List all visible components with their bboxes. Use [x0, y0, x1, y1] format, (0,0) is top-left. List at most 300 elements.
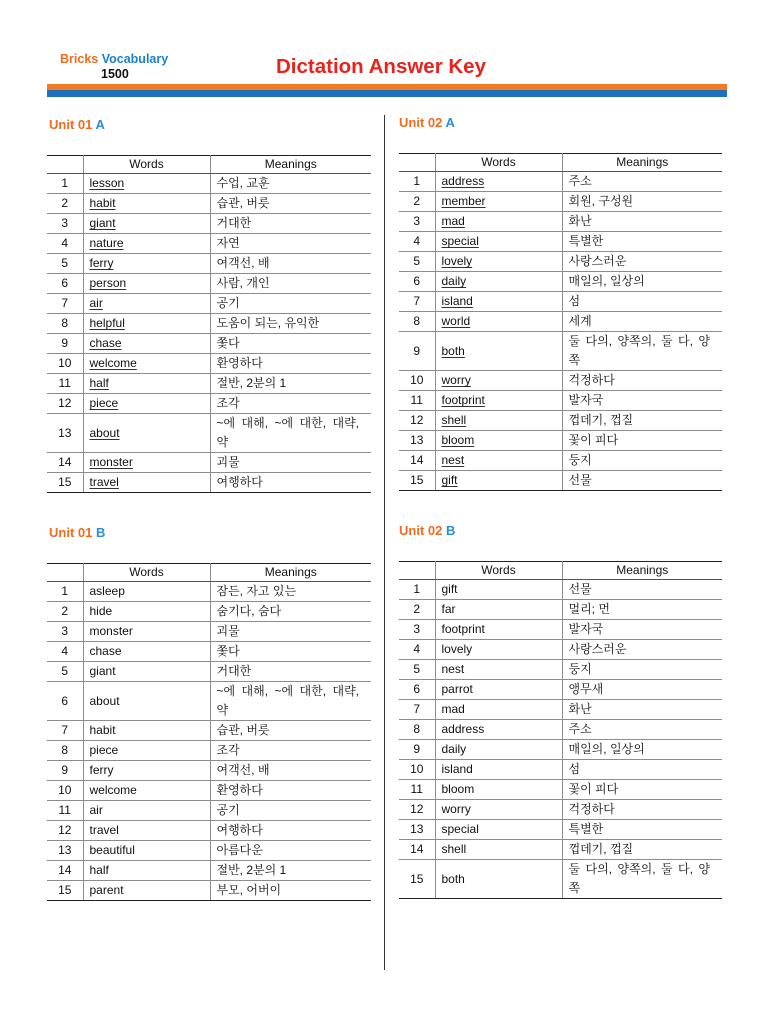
number-cell — [399, 451, 435, 471]
row-number: 9 — [413, 742, 421, 756]
table-row — [399, 720, 722, 740]
row-number: 6 — [413, 274, 421, 288]
row-number: 3 — [61, 216, 69, 230]
row-word: giant — [89, 664, 116, 678]
row-meaning: 환영하다 — [216, 356, 263, 370]
row-number: 6 — [61, 693, 69, 708]
words-header: Words — [83, 156, 210, 174]
row-number: 10 — [410, 373, 424, 387]
meaning-cell — [210, 881, 371, 901]
meaning-cell — [562, 371, 722, 391]
word-cell — [435, 431, 562, 451]
row-number: 2 — [413, 602, 421, 616]
word-cell — [83, 453, 210, 473]
table-row — [47, 314, 371, 334]
row-number: 11 — [58, 376, 71, 390]
row-meaning: 껍데기, 껍질 — [568, 842, 634, 856]
word-cell — [83, 761, 210, 781]
number-cell — [47, 642, 83, 662]
meanings-header: Meanings — [562, 562, 722, 580]
row-number: 5 — [413, 254, 421, 268]
row-number: 15 — [58, 475, 72, 489]
number-cell — [399, 580, 435, 600]
row-number: 10 — [58, 356, 72, 370]
word-cell — [83, 861, 210, 881]
meaning-cell — [210, 473, 371, 493]
row-meaning: 사랑스러운 — [568, 642, 627, 656]
number-header — [47, 564, 83, 582]
row-word: footprint — [441, 622, 485, 636]
row-word: nest — [441, 453, 465, 467]
meaning-cell — [562, 431, 722, 451]
row-number: 9 — [413, 343, 421, 358]
row-word: habit — [89, 196, 116, 210]
number-cell — [399, 780, 435, 800]
meaning-cell — [210, 761, 371, 781]
row-word: ferry — [89, 256, 114, 270]
row-meaning: 특별한 — [568, 822, 604, 836]
number-cell — [47, 254, 83, 274]
unit-heading — [49, 117, 105, 133]
row-word: parent — [89, 883, 124, 897]
meaning-cell — [210, 174, 371, 194]
meaning-cell — [210, 394, 371, 414]
row-meaning: 수업, 교훈 — [216, 176, 270, 190]
row-number: 9 — [61, 336, 69, 350]
row-word: shell — [441, 413, 467, 427]
row-number: 15 — [410, 871, 424, 886]
number-cell — [47, 194, 83, 214]
row-meaning: 주소 — [568, 174, 592, 188]
row-word: welcome — [89, 356, 137, 370]
table-row — [47, 662, 371, 682]
unit-part: B — [95, 525, 106, 540]
row-number: 11 — [58, 803, 71, 817]
table-row — [399, 640, 722, 660]
meaning-cell — [210, 334, 371, 354]
row-word: air — [89, 296, 103, 310]
table-row — [399, 700, 722, 720]
row-meaning: 선물 — [568, 473, 592, 487]
table-row — [399, 391, 722, 411]
row-meaning: 둘 다의, 양쪽의, 둘 다, 양쪽 — [568, 334, 710, 367]
word-cell — [435, 660, 562, 680]
word-cell — [83, 821, 210, 841]
table-row — [399, 431, 722, 451]
row-meaning: 여객선, 배 — [216, 256, 270, 270]
row-number: 12 — [410, 802, 424, 816]
row-word: air — [89, 803, 103, 817]
table-row — [47, 374, 371, 394]
vocab-table — [399, 153, 722, 491]
unit-label: Unit 01 — [49, 525, 93, 540]
number-cell — [47, 761, 83, 781]
row-number: 14 — [58, 455, 72, 469]
row-word: lovely — [441, 254, 473, 268]
vocab-table — [47, 563, 371, 901]
word-cell — [435, 471, 562, 491]
row-number: 4 — [61, 236, 69, 250]
table-row — [399, 471, 722, 491]
unit-part: A — [95, 117, 105, 132]
word-cell — [435, 212, 562, 232]
table-row — [47, 274, 371, 294]
row-number: 14 — [410, 453, 424, 467]
number-header — [47, 156, 83, 174]
row-word: half — [89, 376, 109, 390]
vocab-table — [399, 561, 722, 899]
row-meaning: 걱정하다 — [568, 802, 615, 816]
row-meaning: 둥지 — [568, 662, 592, 676]
meaning-cell — [210, 294, 371, 314]
row-number: 13 — [410, 822, 424, 836]
table-row — [399, 292, 722, 312]
word-cell — [83, 354, 210, 374]
row-word: special — [441, 822, 479, 836]
table-row — [399, 371, 722, 391]
row-number: 13 — [58, 843, 72, 857]
meaning-cell — [562, 391, 722, 411]
number-header — [399, 562, 435, 580]
row-meaning: 쫓다 — [216, 644, 240, 658]
row-word: beautiful — [89, 843, 135, 857]
number-cell — [47, 821, 83, 841]
meaning-cell — [562, 312, 722, 332]
word-cell — [83, 473, 210, 493]
number-cell — [47, 662, 83, 682]
word-cell — [435, 411, 562, 431]
row-meaning: 섬 — [568, 294, 581, 308]
row-word: habit — [89, 723, 116, 737]
row-number: 3 — [413, 622, 421, 636]
row-number: 10 — [410, 762, 424, 776]
number-cell — [47, 214, 83, 234]
table-row — [47, 622, 371, 642]
row-meaning: 아름다운 — [216, 843, 263, 857]
row-number: 7 — [61, 296, 69, 310]
row-number: 1 — [413, 174, 421, 188]
row-word: helpful — [89, 316, 125, 330]
table-row — [47, 194, 371, 214]
unit-part: B — [445, 523, 456, 538]
number-cell — [47, 582, 83, 602]
word-cell — [83, 741, 210, 761]
table-row — [47, 881, 371, 901]
row-word: monster — [89, 455, 133, 469]
row-meaning: 자연 — [216, 236, 240, 250]
word-cell — [83, 682, 210, 721]
number-cell — [399, 471, 435, 491]
meaning-cell — [210, 374, 371, 394]
row-word: half — [89, 863, 109, 877]
word-cell — [435, 820, 562, 840]
row-word: bloom — [441, 433, 475, 447]
table-row — [399, 740, 722, 760]
word-cell — [83, 194, 210, 214]
word-cell — [83, 394, 210, 414]
table-row — [399, 600, 722, 620]
meaning-cell — [210, 602, 371, 622]
brand-level-number: 1500 — [101, 67, 129, 81]
word-cell — [435, 860, 562, 899]
row-word: about — [89, 693, 120, 708]
meaning-cell — [562, 212, 722, 232]
meaning-cell — [562, 800, 722, 820]
meaning-cell — [210, 841, 371, 861]
words-header: Words — [435, 562, 562, 580]
table-row — [399, 840, 722, 860]
row-word: monster — [89, 624, 133, 638]
row-number: 3 — [413, 214, 421, 228]
meaning-cell — [210, 642, 371, 662]
number-cell — [399, 620, 435, 640]
word-cell — [83, 414, 210, 453]
number-cell — [399, 660, 435, 680]
meaning-cell — [210, 861, 371, 881]
number-cell — [47, 602, 83, 622]
row-word: travel — [89, 823, 119, 837]
word-cell — [435, 720, 562, 740]
word-cell — [83, 881, 210, 901]
number-cell — [399, 860, 435, 899]
table-row — [399, 800, 722, 820]
row-word: nature — [89, 236, 124, 250]
page-title: Dictation Answer Key — [276, 55, 486, 78]
number-cell — [47, 453, 83, 473]
meaning-cell — [210, 622, 371, 642]
words-header: Words — [83, 564, 210, 582]
number-cell — [47, 334, 83, 354]
number-cell — [47, 861, 83, 881]
row-number: 1 — [413, 582, 421, 596]
meaning-cell — [210, 274, 371, 294]
word-cell — [435, 192, 562, 212]
table-row — [399, 332, 722, 371]
table-row — [47, 582, 371, 602]
table-row — [47, 642, 371, 662]
meaning-cell — [562, 820, 722, 840]
row-number: 7 — [413, 702, 421, 716]
word-cell — [435, 451, 562, 471]
row-meaning: ~에 대해, ~에 대한, 대략, 약 — [216, 684, 359, 717]
row-number: 12 — [410, 413, 424, 427]
row-word: address — [441, 174, 485, 188]
row-number: 1 — [61, 176, 69, 190]
number-cell — [399, 700, 435, 720]
number-cell — [47, 801, 83, 821]
row-meaning: 앵무새 — [568, 682, 604, 696]
row-meaning: 둘 다의, 양쪽의, 둘 다, 양쪽 — [568, 862, 710, 895]
number-header — [399, 154, 435, 172]
meanings-header: Meanings — [210, 564, 371, 582]
row-word: hide — [89, 604, 113, 618]
row-number: 5 — [61, 256, 69, 270]
meaning-cell — [210, 234, 371, 254]
row-meaning: 공기 — [216, 296, 240, 310]
table-header-row — [47, 564, 371, 582]
row-meaning: 화난 — [568, 702, 592, 716]
meaning-cell — [210, 781, 371, 801]
row-number: 8 — [413, 314, 421, 328]
word-cell — [83, 234, 210, 254]
row-word: island — [441, 762, 473, 776]
row-meaning: 숨기다, 숨다 — [216, 604, 282, 618]
word-cell — [435, 232, 562, 252]
table-row — [399, 680, 722, 700]
row-word: nest — [441, 662, 465, 676]
meaning-cell — [210, 801, 371, 821]
row-word: mad — [441, 214, 465, 228]
row-meaning: 회원, 구성원 — [568, 194, 634, 208]
row-word: member — [441, 194, 486, 208]
row-word: special — [441, 234, 479, 248]
number-cell — [399, 252, 435, 272]
meaning-cell — [210, 194, 371, 214]
word-cell — [83, 214, 210, 234]
table-row — [47, 294, 371, 314]
meaning-cell — [210, 662, 371, 682]
word-cell — [83, 662, 210, 682]
row-number: 2 — [61, 604, 69, 618]
row-word: footprint — [441, 393, 485, 407]
word-cell — [83, 334, 210, 354]
row-number: 8 — [61, 743, 69, 757]
meaning-cell — [562, 620, 722, 640]
table-row — [47, 254, 371, 274]
word-cell — [83, 721, 210, 741]
meaning-cell — [562, 172, 722, 192]
word-cell — [435, 252, 562, 272]
row-meaning: 꽃이 피다 — [568, 433, 619, 447]
number-cell — [399, 391, 435, 411]
table-row — [47, 453, 371, 473]
row-meaning: 괴물 — [216, 455, 240, 469]
table-row — [399, 312, 722, 332]
row-meaning: 섬 — [568, 762, 581, 776]
meaning-cell — [210, 741, 371, 761]
table-row — [399, 820, 722, 840]
meaning-cell — [210, 721, 371, 741]
row-meaning: 절반, 2분의 1 — [216, 863, 287, 877]
table-header-row — [399, 562, 722, 580]
number-cell — [399, 820, 435, 840]
row-number: 3 — [61, 624, 69, 638]
word-cell — [435, 580, 562, 600]
table-row — [47, 214, 371, 234]
meaning-cell — [562, 471, 722, 491]
number-cell — [47, 234, 83, 254]
word-cell — [83, 642, 210, 662]
meaning-cell — [562, 192, 722, 212]
word-cell — [83, 781, 210, 801]
row-word: mad — [441, 702, 465, 716]
word-cell — [435, 312, 562, 332]
row-number: 6 — [413, 682, 421, 696]
word-cell — [435, 172, 562, 192]
meaning-cell — [210, 453, 371, 473]
word-cell — [435, 620, 562, 640]
row-meaning: 껍데기, 껍질 — [568, 413, 634, 427]
row-number: 2 — [61, 196, 69, 210]
row-number: 4 — [61, 644, 69, 658]
row-meaning: 환영하다 — [216, 783, 263, 797]
row-meaning: 세계 — [568, 314, 592, 328]
table-row — [399, 192, 722, 212]
row-meaning: 걱정하다 — [568, 373, 615, 387]
number-cell — [399, 192, 435, 212]
meaning-cell — [562, 740, 722, 760]
meaning-cell — [562, 700, 722, 720]
word-cell — [435, 600, 562, 620]
meaning-cell — [562, 580, 722, 600]
row-number: 1 — [61, 584, 69, 598]
table-row — [399, 272, 722, 292]
row-meaning: 매일의, 일상의 — [568, 742, 645, 756]
word-cell — [435, 760, 562, 780]
meaning-cell — [562, 780, 722, 800]
row-meaning: 꽃이 피다 — [568, 782, 619, 796]
word-cell — [435, 740, 562, 760]
meaning-cell — [562, 600, 722, 620]
number-cell — [47, 781, 83, 801]
row-number: 8 — [413, 722, 421, 736]
number-cell — [47, 721, 83, 741]
word-cell — [83, 801, 210, 821]
row-meaning: 화난 — [568, 214, 592, 228]
table-row — [399, 620, 722, 640]
word-cell — [435, 780, 562, 800]
row-meaning: 조각 — [216, 396, 240, 410]
row-meaning: 멀리; 먼 — [568, 602, 610, 616]
table-row — [47, 761, 371, 781]
table-row — [47, 721, 371, 741]
table-row — [47, 841, 371, 861]
row-meaning: 쫓다 — [216, 336, 240, 350]
word-cell — [435, 700, 562, 720]
row-meaning: 여객선, 배 — [216, 763, 270, 777]
row-number: 5 — [413, 662, 421, 676]
brand-logo — [60, 52, 168, 67]
meaning-cell — [210, 414, 371, 453]
row-number: 14 — [58, 863, 72, 877]
table-row — [47, 682, 371, 721]
word-cell — [435, 292, 562, 312]
table-row — [399, 252, 722, 272]
row-number: 6 — [61, 276, 69, 290]
word-cell — [83, 254, 210, 274]
row-meaning: 여행하다 — [216, 475, 263, 489]
row-meaning: 둥지 — [568, 453, 592, 467]
table-row — [399, 172, 722, 192]
word-cell — [435, 800, 562, 820]
meaning-cell — [562, 232, 722, 252]
word-cell — [83, 274, 210, 294]
row-meaning: 거대한 — [216, 664, 252, 678]
row-meaning: 주소 — [568, 722, 592, 736]
number-cell — [47, 881, 83, 901]
row-number: 9 — [61, 763, 69, 777]
number-cell — [47, 473, 83, 493]
word-cell — [83, 582, 210, 602]
meanings-header: Meanings — [562, 154, 722, 172]
row-word: chase — [89, 336, 122, 350]
row-number: 7 — [61, 723, 69, 737]
row-number: 13 — [410, 433, 424, 447]
number-cell — [399, 232, 435, 252]
row-word: daily — [441, 742, 467, 756]
row-meaning: 선물 — [568, 582, 592, 596]
number-cell — [399, 312, 435, 332]
